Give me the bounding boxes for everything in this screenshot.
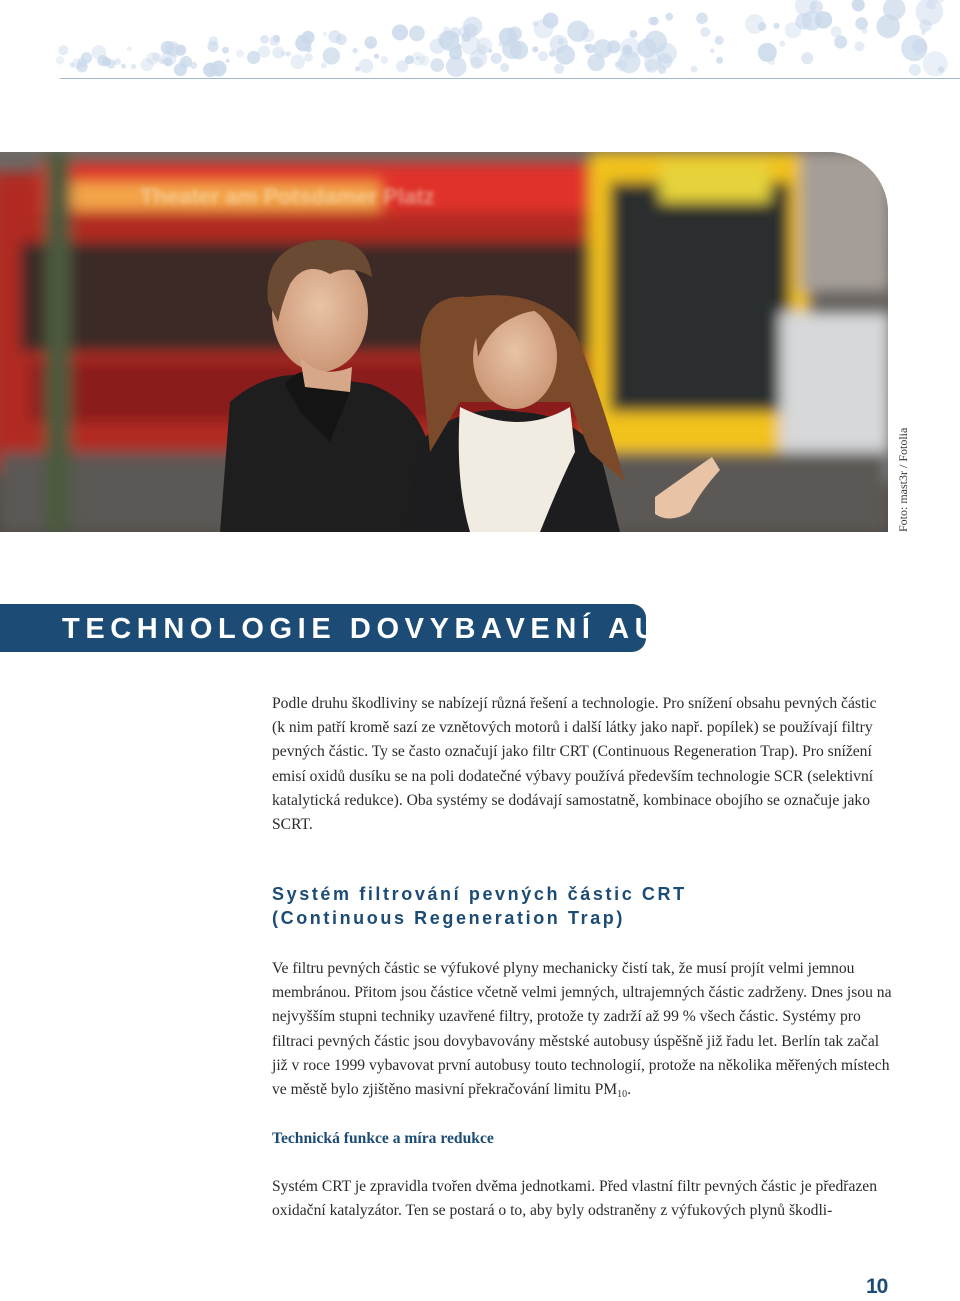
decorative-dot	[306, 46, 312, 52]
decorative-dot	[648, 17, 656, 25]
pm-subscript: 10	[617, 1089, 628, 1101]
decorative-dot	[507, 27, 522, 42]
decorative-dot	[909, 64, 921, 76]
intro-paragraph: Podle druhu škodliviny se nabízejí různá řešení a technologie. Pro snížení obsahu pevných částic (k nim patří kromě sazí ze vznětových motorů i další látky jako např. popílek) se používají filtry pevných částic. Ty se často označují jako filtr CRT (Continuous Regeneration Trap). Pro snížení emisí oxidů dusíku se na poli dodatečné výbavy používá především technologie SCR (selektivní katalytická redukce). Oba systémy se dodávají samostatně, kombinace obojího se označuje jako SCRT.	[272, 695, 877, 834]
decorative-dot	[106, 59, 115, 68]
decorative-dot	[409, 26, 425, 42]
decorative-dot	[411, 52, 425, 66]
decorative-dot	[365, 36, 378, 49]
decorative-dot	[301, 31, 314, 44]
decorative-dot	[629, 30, 637, 38]
decorative-dot	[696, 12, 708, 24]
decorative-dot	[258, 45, 270, 57]
decorative-dot	[323, 32, 327, 36]
decorative-dot	[140, 58, 153, 71]
decorative-dot	[92, 45, 107, 60]
decorative-dot	[855, 17, 868, 30]
decorative-dot	[665, 13, 673, 21]
decorative-dot	[543, 13, 559, 29]
decorative-dot	[801, 52, 813, 64]
bus-sign-text: Theater am Potsdamer Platz	[140, 184, 435, 209]
decorative-dot	[538, 51, 548, 61]
decorative-dot	[647, 67, 651, 71]
decorative-dot	[926, 0, 936, 10]
decorative-dot	[691, 66, 698, 73]
section-heading	[272, 882, 892, 930]
decorative-dot	[437, 31, 454, 48]
decorative-dot	[923, 51, 948, 76]
decorative-dot	[584, 44, 590, 50]
decorative-dot	[852, 0, 865, 11]
section-heading-line1: Systém filtrování pevných částic CRT	[272, 884, 687, 904]
decorative-dot	[831, 26, 842, 37]
decorative-dot	[567, 21, 588, 42]
decorative-dot	[876, 14, 900, 38]
decorative-dot	[127, 46, 132, 51]
decorative-dot	[716, 57, 723, 64]
decorative-dot	[457, 44, 461, 48]
decorative-dot	[710, 49, 715, 54]
decorative-dot	[323, 47, 340, 64]
section-heading-line2: (Continuous Regeneration Trap)	[272, 908, 626, 928]
decorative-dot	[802, 11, 822, 31]
page-number: 10	[866, 1275, 888, 1298]
decorative-dot	[607, 40, 620, 53]
decorative-dot	[175, 45, 186, 56]
decorative-dot	[304, 53, 313, 62]
decorative-dot	[855, 41, 865, 51]
decorative-dot	[374, 54, 379, 59]
decorative-dot	[430, 58, 444, 72]
decorative-dot	[321, 63, 327, 69]
decorative-dot	[161, 41, 175, 55]
subsection-paragraph: Systém CRT je zpravidla tvořen dvěma jednotkami. Před vlastní filtr pevných částic je předřazen oxidační katalyzátor. Ten se postará o to, aby byly odstraněny z výfukových plynů škodli-	[272, 1178, 878, 1220]
decorative-dot	[658, 66, 666, 74]
decorative-dots-header	[0, 0, 960, 90]
decorative-dot	[203, 63, 218, 78]
subsection-heading: Technická funkce a míra redukce	[272, 1130, 494, 1147]
decorative-dot	[618, 51, 640, 73]
decorative-dot	[500, 63, 509, 72]
decorative-dot	[207, 41, 218, 52]
header-rule	[60, 78, 960, 79]
decorative-dot	[273, 35, 280, 42]
decorative-dot	[533, 21, 539, 27]
banner-title: TECHNOLOGIE DOVYBAVENÍ AUTOBUSŮ	[62, 613, 817, 645]
decorative-dot	[290, 55, 305, 70]
decorative-dot	[587, 54, 604, 71]
decorative-dot	[550, 35, 568, 53]
street-photo	[0, 152, 888, 532]
decorative-dot	[260, 35, 269, 44]
decorative-dot	[286, 51, 291, 56]
decorative-dot	[392, 24, 408, 40]
decorative-dot	[810, 0, 823, 13]
decorative-dot	[180, 56, 192, 68]
decorative-dot	[785, 22, 801, 38]
decorative-dot	[236, 50, 244, 58]
decorative-dot	[163, 57, 172, 66]
decorative-dot	[656, 43, 677, 64]
photo-credit: Foto: mast3r / Fotolia	[896, 427, 910, 532]
decorative-dot	[226, 59, 230, 63]
decorative-dot	[758, 43, 777, 62]
decorative-dot	[70, 62, 75, 67]
decorative-dot	[121, 64, 126, 69]
decorative-dot	[336, 34, 347, 45]
decorative-dot	[222, 47, 229, 54]
section-paragraph-end: .	[627, 1081, 632, 1099]
decorative-dot	[834, 35, 847, 48]
section-paragraph-text: Ve filtru pevných částic se výfukové plyny mechanicky čistí tak, že musí projít velmi jemnou membránou. Přitom jsou částice včetně velmi jemných, ultrajemných částic zadrženy. Dnes jsou na nejvyšším stupni techniky uzavřené filtry, protože ty zadrží až 99 % všech částic. Systémy pro filtraci pevných částic jsou dovybavovány městské autobusy úspěšně již řadu let. Berlín tak začal již v roce 1999 vybavovat první autobusy touto technologií, protože na několika měřených místech ve městě bylo zjištěno masivní překračování limitu PM	[272, 960, 892, 1099]
decorative-dot	[56, 56, 65, 65]
decorative-dot	[443, 26, 450, 33]
decorative-dot	[745, 14, 764, 33]
decorative-dot	[131, 64, 137, 70]
decorative-dot	[58, 45, 68, 55]
decorative-dot	[554, 64, 564, 74]
decorative-dot	[491, 53, 502, 64]
decorative-dot	[359, 59, 374, 74]
decorative-dot	[715, 36, 724, 45]
decorative-dot	[459, 26, 471, 38]
decorative-dot	[901, 35, 927, 61]
decorative-dot	[700, 27, 710, 37]
decorative-dot	[77, 58, 87, 68]
decorative-dot	[779, 41, 785, 47]
decorative-dot	[298, 35, 302, 39]
decorative-dot	[532, 46, 538, 52]
decorative-dot	[476, 38, 492, 54]
decorative-dot	[510, 41, 529, 60]
decorative-dot	[353, 48, 358, 53]
decorative-dot	[446, 56, 467, 77]
decorative-dot	[773, 23, 779, 29]
section-banner	[0, 604, 817, 652]
section-paragraph	[272, 957, 892, 1107]
decorative-dot	[281, 51, 286, 56]
decorative-dot	[380, 56, 388, 64]
